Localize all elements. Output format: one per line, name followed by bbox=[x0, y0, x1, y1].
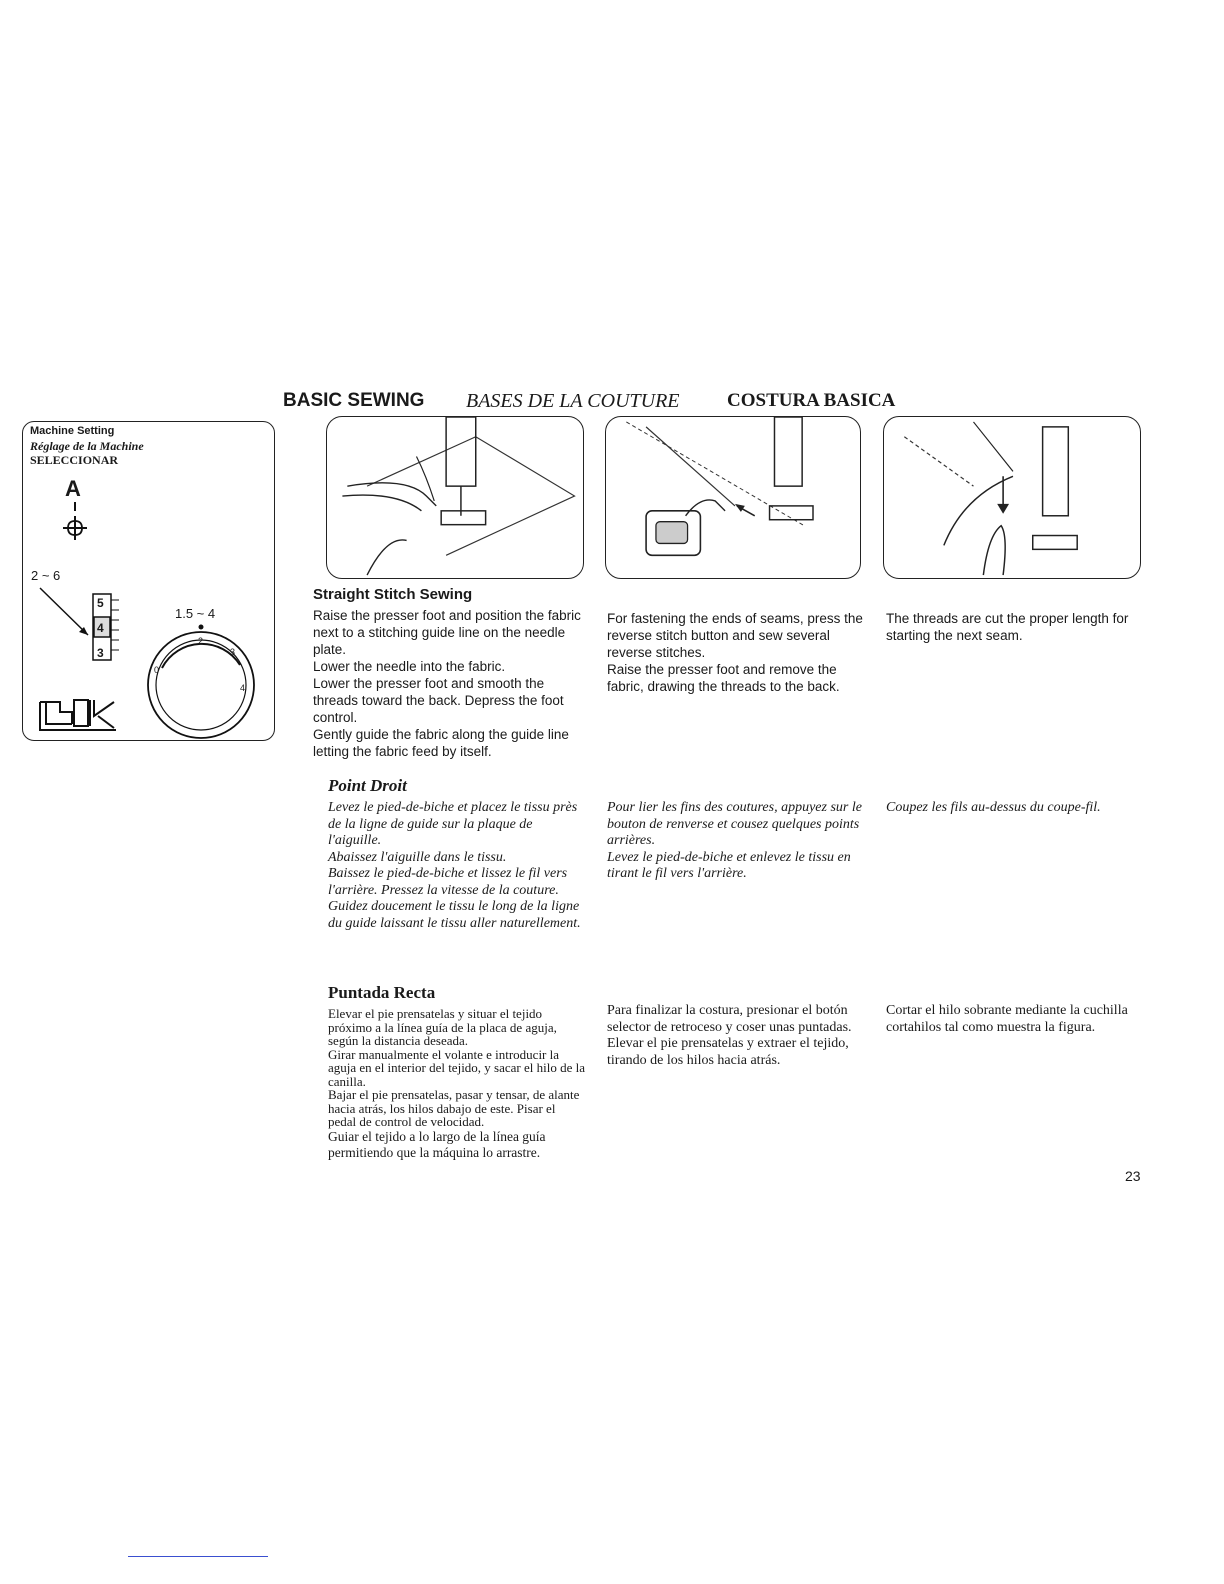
col2-es-para: Elevar el pie prensatelas y extraer el tejido, tirando de los hilos hacia atrás. bbox=[607, 1036, 849, 1068]
section-title-fr: BASES DE LA COUTURE bbox=[466, 390, 680, 412]
col1-es-para: Girar manualmente el volante e introducir la aguja en el interior del tejido, y sacar el hilo de la canilla. bbox=[328, 1046, 586, 1089]
dial-mark-4: 4 bbox=[240, 683, 246, 693]
col1-en-para: Lower the needle into the fabric. bbox=[313, 659, 506, 674]
col2-es-para: Para finalizar la costura, presionar el botón selector de retroceso y coser unas puntadas. bbox=[607, 1003, 852, 1035]
section-title-es: COSTURA BASICA bbox=[727, 390, 896, 411]
col3-fr-para: Coupez les fils au-dessus du coupe-fil. bbox=[886, 800, 1101, 815]
puntada-recta-title: Puntada Recta bbox=[328, 983, 436, 1002]
col1-spanish bbox=[328, 983, 586, 1162]
machine-setting-label-fr: Réglage de la Machine bbox=[30, 439, 144, 453]
col1-en-para: Gently guide the fabric along the guide line letting the fabric feed by itself. bbox=[313, 727, 569, 759]
straight-stitch-icon bbox=[58, 500, 98, 550]
tension-dial-icon bbox=[28, 580, 128, 670]
col3-es-para: Cortar el hilo sobrante mediante la cuchilla cortahilos tal como muestra la figura. bbox=[886, 1003, 1128, 1035]
pattern-letter: A bbox=[65, 476, 81, 501]
machine-setting-label-en: Machine Setting bbox=[30, 425, 115, 437]
section-title-en: BASIC SEWING bbox=[283, 390, 425, 411]
col3-english bbox=[886, 610, 1144, 644]
col1-es-para: Bajar el pie prensatelas, pasar y tensar, de alante hacia atrás, los hilos dabajo de este. Pisar el pedal de control de velocidad. bbox=[328, 1087, 580, 1129]
dial-mark-2: 2 bbox=[198, 636, 204, 646]
col1-en-para: Lower the presser foot and smooth the threads toward the back. Depress the foot control. bbox=[313, 676, 564, 725]
tension-value-4: 4 bbox=[97, 621, 104, 635]
illustration-thread-cutter bbox=[883, 416, 1141, 579]
tension-value-3: 3 bbox=[97, 646, 104, 660]
col2-spanish bbox=[607, 1003, 863, 1069]
illustration-reverse-stitch bbox=[605, 416, 861, 579]
col3-spanish bbox=[886, 1003, 1144, 1036]
machine-setting-label-es: SELECCIONAR bbox=[30, 453, 119, 467]
tension-range: 2 ~ 6 bbox=[31, 568, 61, 583]
presser-foot-icon bbox=[36, 696, 126, 736]
straight-stitch-title: Straight Stitch Sewing bbox=[313, 586, 473, 603]
col3-french bbox=[886, 800, 1144, 817]
col1-en-para: Raise the presser foot and position the fabric next to a stitching guide line on the needle plate. bbox=[313, 608, 581, 657]
footer-rule bbox=[128, 1556, 268, 1557]
col1-french bbox=[328, 776, 586, 932]
col2-fr-para: Pour lier les fins des coutures, appuyez sur le bouton de renverse et cousez quelques points arrières. bbox=[607, 800, 862, 848]
col2-fr-para: Levez le pied-de-biche et enlevez le tissu en tirant le fil vers l'arrière. bbox=[607, 849, 851, 881]
point-droit-title: Point Droit bbox=[328, 776, 407, 795]
col2-english bbox=[607, 610, 863, 695]
col2-french bbox=[607, 800, 863, 883]
stitch-length-range: 1.5 ~ 4 bbox=[175, 606, 216, 621]
col1-fr-para: Baissez le pied-de-biche et lissez le fil vers l'arrière. Pressez la vitesse de la couture. bbox=[328, 866, 568, 898]
dial-mark-3: 3 bbox=[230, 647, 236, 657]
col1-fr-para: Guidez doucement le tissu le long de la ligne du guide laissant le tissu aller naturellement. bbox=[328, 899, 581, 931]
col2-en-para: For fastening the ends of seams, press the reverse stitch button and sew several reverse stitches. bbox=[607, 611, 863, 660]
col1-fr-para: Levez le pied-de-biche et placez le tissu près de la ligne de guide sur la plaque de l'aiguille. bbox=[328, 800, 578, 848]
tension-value-5: 5 bbox=[97, 596, 104, 610]
page-number: 23 bbox=[1125, 1168, 1141, 1184]
dial-mark-0: 0 bbox=[154, 665, 160, 675]
col3-en-para: The threads are cut the proper length for starting the next seam. bbox=[886, 611, 1129, 643]
col1-english bbox=[313, 586, 585, 760]
col1-fr-para: Abaissez l'aiguille dans le tissu. bbox=[328, 849, 507, 865]
col2-en-para: Raise the presser foot and remove the fabric, drawing the threads to the back. bbox=[607, 662, 840, 694]
illustration-straight-stitch bbox=[326, 416, 584, 579]
col1-es-para: Guiar el tejido a lo largo de la línea guía permitiendo que la máquina lo arrastre. bbox=[328, 1128, 546, 1160]
col1-es-para: Elevar el pie prensatelas y situar el tejido próximo a la línea guía de la placa de aguja, según la distancia deseada. bbox=[328, 1006, 557, 1048]
